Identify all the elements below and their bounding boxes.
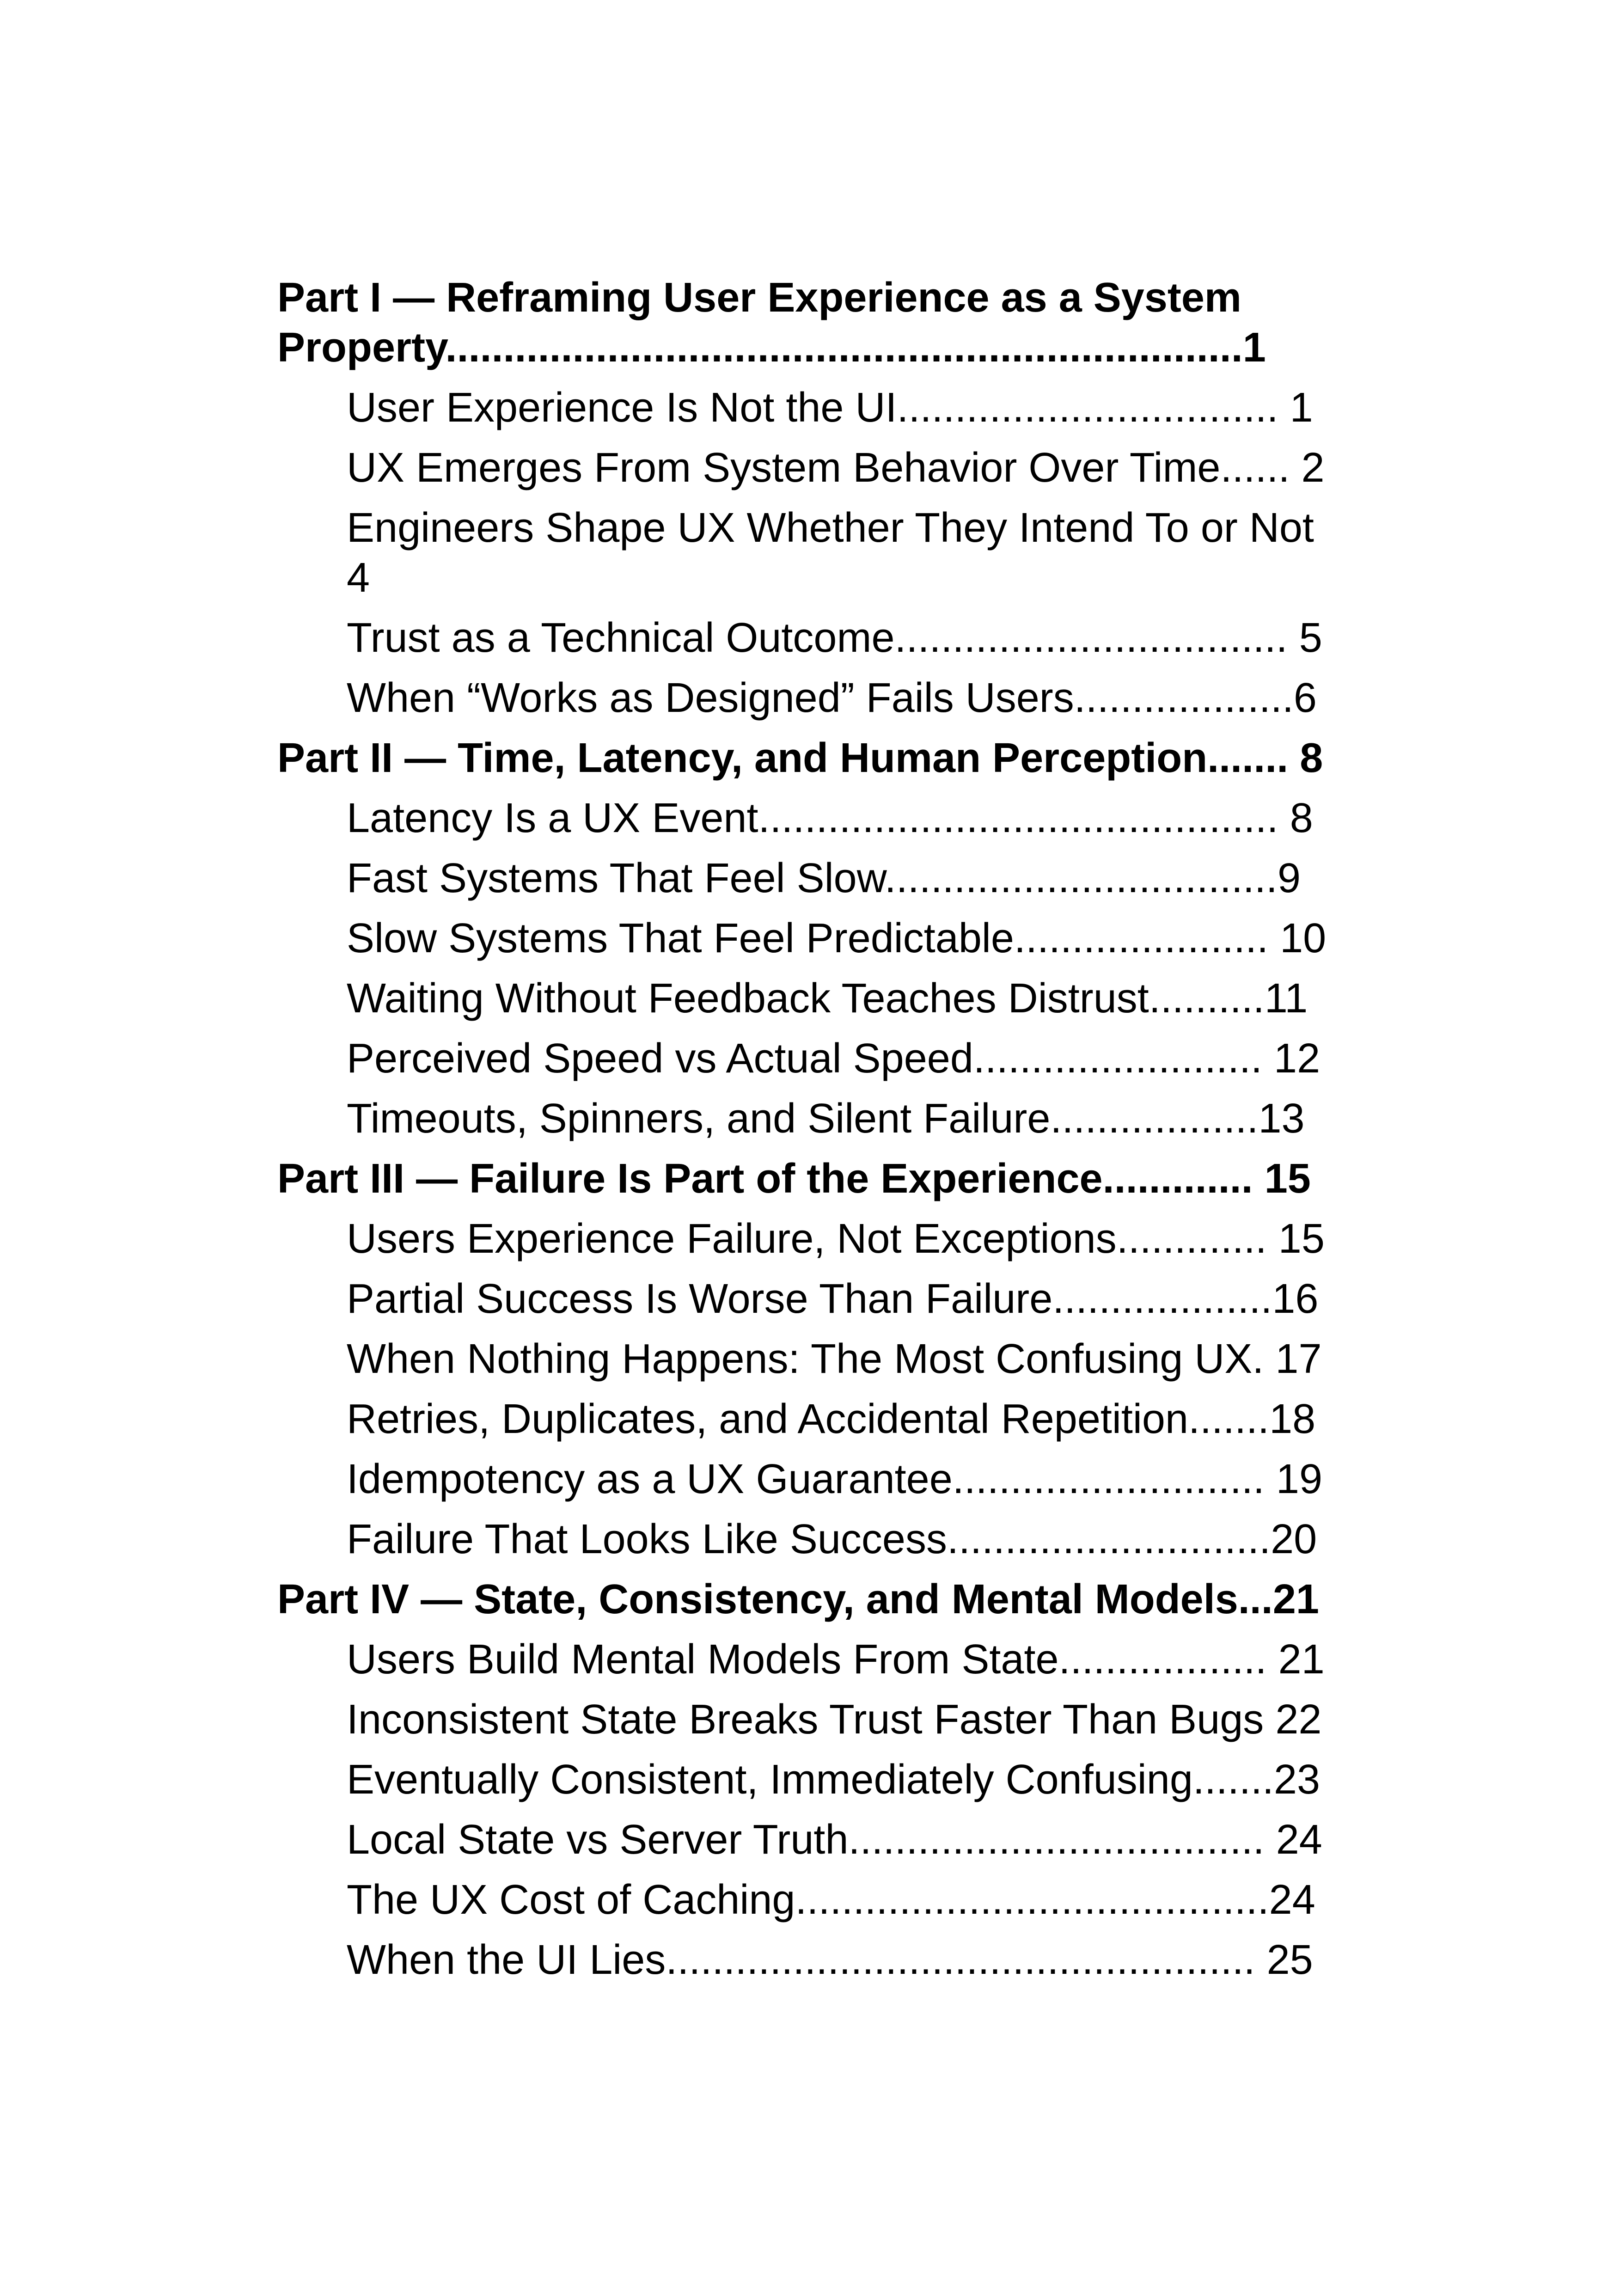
toc-chapter[interactable] xyxy=(347,1214,1340,1264)
toc-entry-title: Part III — Failure Is Part of the Experience xyxy=(277,1156,1103,1202)
toc-chapter[interactable] xyxy=(347,1334,1340,1384)
toc-entry-title: Waiting Without Feedback Teaches Distrust xyxy=(347,975,1149,1022)
toc-chapter[interactable] xyxy=(347,1514,1340,1564)
toc-entry-title: Retries, Duplicates, and Accidental Repetition xyxy=(347,1396,1189,1442)
toc-page-number: 17 xyxy=(1275,1336,1322,1382)
toc-page-number: 20 xyxy=(1271,1516,1317,1562)
toc-part-4[interactable] xyxy=(277,1574,1340,1624)
toc-chapter[interactable] xyxy=(347,1094,1340,1144)
toc-leader-dots: ............. xyxy=(1116,1216,1267,1262)
toc-entry-title: Fast Systems That Feel Slow xyxy=(347,855,885,901)
toc-chapter[interactable] xyxy=(347,1454,1340,1504)
toc-chapter[interactable] xyxy=(347,1635,1340,1684)
toc-chapter[interactable] xyxy=(347,613,1340,663)
toc-entry-title: Engineers Shape UX Whether They Intend To or Not xyxy=(347,505,1314,551)
toc-leader-dots: ....... xyxy=(1192,1757,1274,1803)
toc-entry-title: Timeouts, Spinners, and Silent Failure xyxy=(347,1096,1051,1142)
toc-chapter[interactable] xyxy=(347,383,1340,433)
toc-chapter[interactable] xyxy=(347,793,1340,843)
toc-page-number: 8 xyxy=(1300,735,1323,781)
toc-page-number: 5 xyxy=(1299,615,1322,661)
toc-entry-title: Perceived Speed vs Actual Speed xyxy=(347,1035,973,1082)
toc-page-number: 21 xyxy=(1272,1576,1319,1623)
toc-entry-title: The UX Cost of Caching xyxy=(347,1877,795,1923)
toc-entry-title: Users Experience Failure, Not Exceptions xyxy=(347,1216,1117,1262)
toc-leader-dots: ................................. xyxy=(897,385,1278,431)
toc-chapter[interactable] xyxy=(347,853,1340,903)
toc-chapter[interactable] xyxy=(347,1755,1340,1805)
toc-leader-dots: ............................ xyxy=(947,1516,1271,1562)
toc-entry-title: Eventually Consistent, Immediately Confusing xyxy=(347,1757,1193,1803)
toc-page-number: 13 xyxy=(1258,1096,1305,1142)
toc-chapter[interactable] xyxy=(347,1875,1340,1925)
toc-chapter[interactable] xyxy=(347,1034,1340,1084)
toc-leader-dots: .................................. xyxy=(894,615,1288,661)
toc-leader-dots: ................... xyxy=(1074,675,1294,721)
toc-entry-title: When Nothing Happens: The Most Confusing UX xyxy=(347,1336,1253,1382)
toc-leader-dots: . xyxy=(1252,1336,1264,1382)
toc-entry-title: When the UI Lies xyxy=(347,1937,666,1983)
toc-page-number: 8 xyxy=(1290,795,1313,841)
toc-entry-title: Part IV — State, Consistency, and Mental Models xyxy=(277,1576,1238,1623)
toc-entry-title: Partial Success Is Worse Than Failure xyxy=(347,1276,1053,1322)
toc-chapter[interactable] xyxy=(347,1695,1340,1745)
toc-entry-title: Trust as a Technical Outcome xyxy=(347,615,895,661)
toc-page-number: 19 xyxy=(1276,1456,1323,1502)
toc-entry-title: Part I — Reframing User Experience as a System Property xyxy=(277,275,1241,371)
toc-leader-dots: ......................... xyxy=(973,1035,1263,1082)
toc-entry-title: Part II — Time, Latency, and Human Perception xyxy=(277,735,1208,781)
toc-leader-dots: ............. xyxy=(1102,1156,1253,1202)
toc-leader-dots: ....... xyxy=(1207,735,1289,781)
toc-leader-dots: ...................... xyxy=(1014,915,1269,961)
toc-leader-dots: .................. xyxy=(1058,1636,1267,1683)
toc-leader-dots: ...... xyxy=(1220,445,1290,491)
toc-entry-title: Inconsistent State Breaks Trust Faster Than Bugs xyxy=(347,1696,1264,1743)
toc-page-number: 4 xyxy=(347,555,370,601)
toc-chapter[interactable] xyxy=(347,503,1340,603)
toc-leader-dots: ................... xyxy=(1052,1276,1272,1322)
toc-page-number: 15 xyxy=(1264,1156,1311,1202)
toc-page-number: 16 xyxy=(1272,1276,1319,1322)
toc-page-number: 25 xyxy=(1266,1937,1313,1983)
toc-chapter[interactable] xyxy=(347,673,1340,723)
toc-page-number: 10 xyxy=(1280,915,1327,961)
toc-entry-title: Slow Systems That Feel Predictable xyxy=(347,915,1014,961)
toc-chapter[interactable] xyxy=(347,1935,1340,1985)
toc-leader-dots: ................................................... xyxy=(666,1937,1255,1983)
toc-page-number: 24 xyxy=(1269,1877,1315,1923)
toc-leader-dots: .......... xyxy=(1149,975,1265,1022)
toc-chapter[interactable] xyxy=(347,1394,1340,1444)
toc-page-number: 9 xyxy=(1277,855,1301,901)
toc-leader-dots: .................................. xyxy=(884,855,1278,901)
toc-entry-title: User Experience Is Not the UI xyxy=(347,385,897,431)
toc-entry-title: Idempotency as a UX Guarantee xyxy=(347,1456,953,1502)
toc-entry-title: Local State vs Server Truth xyxy=(347,1817,849,1863)
toc-leader-dots: .................................... xyxy=(848,1817,1265,1863)
toc-entry-title: UX Emerges From System Behavior Over Time xyxy=(347,445,1221,491)
toc-page-number: 15 xyxy=(1278,1216,1325,1262)
toc-entry-title: Failure That Looks Like Success xyxy=(347,1516,947,1562)
table-of-contents xyxy=(277,273,1340,1995)
toc-leader-dots: ....... xyxy=(1188,1396,1270,1442)
toc-page-number: 21 xyxy=(1278,1636,1325,1683)
toc-chapter[interactable] xyxy=(347,913,1340,963)
toc-page-number: 6 xyxy=(1293,675,1317,721)
toc-leader-dots: ............................................. xyxy=(758,795,1278,841)
toc-leader-dots: ......................................... xyxy=(795,1877,1269,1923)
toc-entry-title: When “Works as Designed” Fails Users xyxy=(347,675,1074,721)
toc-part-3[interactable] xyxy=(277,1154,1340,1204)
toc-page-number: 2 xyxy=(1301,445,1325,491)
toc-page-number: 23 xyxy=(1273,1757,1321,1803)
toc-entry-title: Latency Is a UX Event xyxy=(347,795,758,841)
toc-part-1[interactable] xyxy=(277,273,1340,373)
toc-chapter[interactable] xyxy=(347,1274,1340,1324)
toc-chapter[interactable] xyxy=(347,1815,1340,1865)
toc-leader-dots: ... xyxy=(1238,1576,1273,1623)
toc-chapter[interactable] xyxy=(347,443,1340,493)
toc-entry-title: Users Build Mental Models From State xyxy=(347,1636,1059,1683)
toc-page-number: 12 xyxy=(1274,1035,1321,1082)
toc-page-number: 1 xyxy=(1290,385,1313,431)
toc-page-number: 24 xyxy=(1276,1817,1322,1863)
toc-page-number: 1 xyxy=(1242,325,1266,371)
toc-leader-dots: ..................................................................... xyxy=(445,325,1243,371)
toc-part-2[interactable] xyxy=(277,733,1340,783)
toc-leader-dots: ........................... xyxy=(952,1456,1265,1502)
toc-leader-dots: .................. xyxy=(1050,1096,1259,1142)
toc-chapter[interactable] xyxy=(347,974,1340,1023)
toc-page-number: 11 xyxy=(1264,975,1308,1022)
toc-page-number: 22 xyxy=(1275,1696,1322,1743)
toc-page-number: 18 xyxy=(1269,1396,1316,1442)
